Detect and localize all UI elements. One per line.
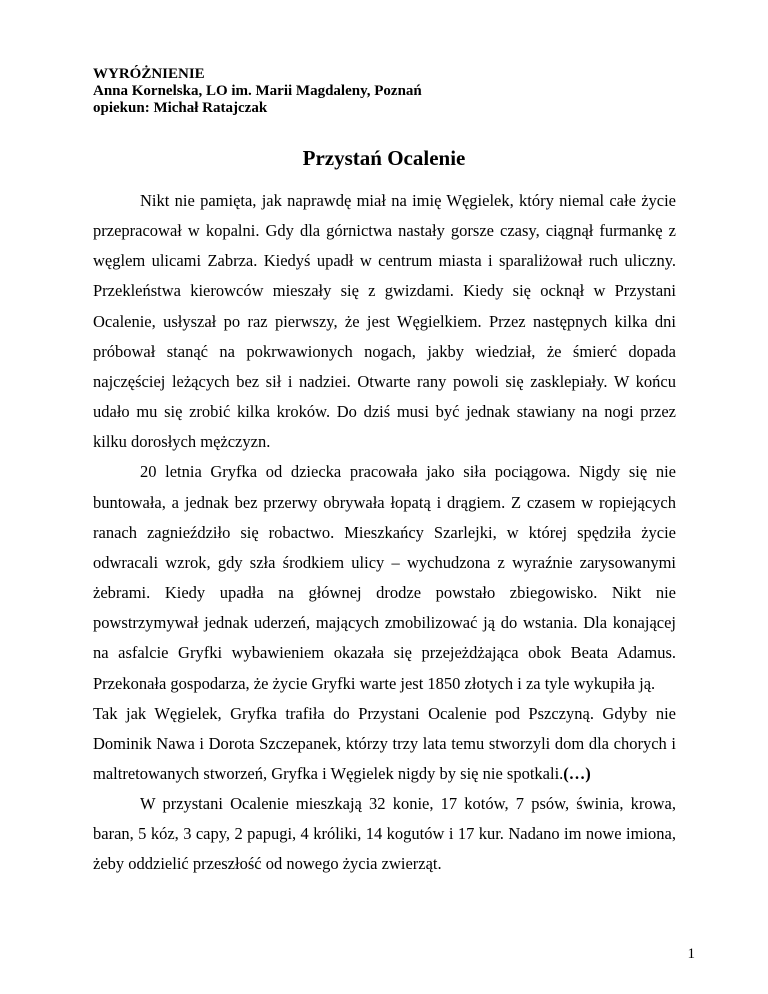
award-header bbox=[93, 66, 422, 117]
paragraph-2: 20 letnia Gryfka od dziecka pracowała jako siła pociągowa. Nigdy się nie buntowała, a jednak bez przerwy obrywała łopatą i drągiem. Z czasem w ropiejących ranach zagnieździło się robactwo. Mieszkańcy Szarlejki, w której spędziła życie odwracali wzrok, gdy szła środkiem ulicy – wychudzona z wyraźnie zarysowanymi żebrami. Kiedy upadła na głównej drodze powstało zbiegowisko. Nikt nie powstrzymywał jednak uderzeń, mających zmobilizować ją do wstania. Dla konającej na asfalcie Gryfki wybawieniem okazała się przejeżdżająca obok Beata Adamus. Przekonała gospodarza, że życie Gryfki warte jest 1850 złotych i za tyle wykupiła ją. bbox=[93, 462, 676, 693]
supervisor-line: opiekun: Michał Ratajczak bbox=[93, 100, 268, 116]
article-body bbox=[93, 186, 676, 880]
paragraph-3-ellipsis: (…) bbox=[563, 763, 591, 783]
paragraph-1: Nikt nie pamięta, jak naprawdę miał na imię Węgielek, który niemal całe życie przepracował w kopalni. Gdy dla górnictwa nastały gorsze czasy, ciągnął furmankę z węglem ulicami Zabrza. Kiedyś upadł w centrum miasta i sparaliżował ruch uliczny. Przekleństwa kierowców mieszały się z gwizdami. Kiedy się ocknął w Przystani Ocalenie, usłyszał po raz pierwszy, że jest Węgielkiem. Przez następnych kilka dni próbował stanąć na pokrwawionych nogach, jakby wiedział, że śmierć dopada najczęściej leżących bez sił i nadziei. Otwarte rany powoli się zasklepiały. W końcu udało mu się zrobić kilka kroków. Do dziś musi być jednak stawiany na nogi przez kilku dorosłych mężczyzn. bbox=[93, 191, 676, 452]
paragraph-3-text: Tak jak Węgielek, Gryfka trafiła do Przystani Ocalenie pod Pszczyną. Gdyby nie Dominik Nawa i Dorota Szczepanek, którzy trzy lata temu stworzyli dom dla chorych i maltretowanych stworzeń, Gryfka i Węgielek nigdy by się nie spotkali. bbox=[93, 703, 676, 783]
author-line: Anna Kornelska, LO im. Marii Magdaleny, Poznań bbox=[93, 83, 422, 99]
page-number: 1 bbox=[687, 946, 695, 962]
paragraph-4: W przystani Ocalenie mieszkają 32 konie, 17 kotów, 7 psów, świnia, krowa, baran, 5 kóz, 3 capy, 2 papugi, 4 króliki, 14 kogutów i 17 kur. Nadano im nowe imiona, żeby oddzielić przeszłość od nowego życia zwierząt. bbox=[93, 794, 676, 874]
page-title: Przystań Ocalenie bbox=[302, 146, 466, 170]
award-label: WYRÓŻNIENIE bbox=[93, 66, 205, 82]
paragraph-3 bbox=[93, 699, 676, 789]
